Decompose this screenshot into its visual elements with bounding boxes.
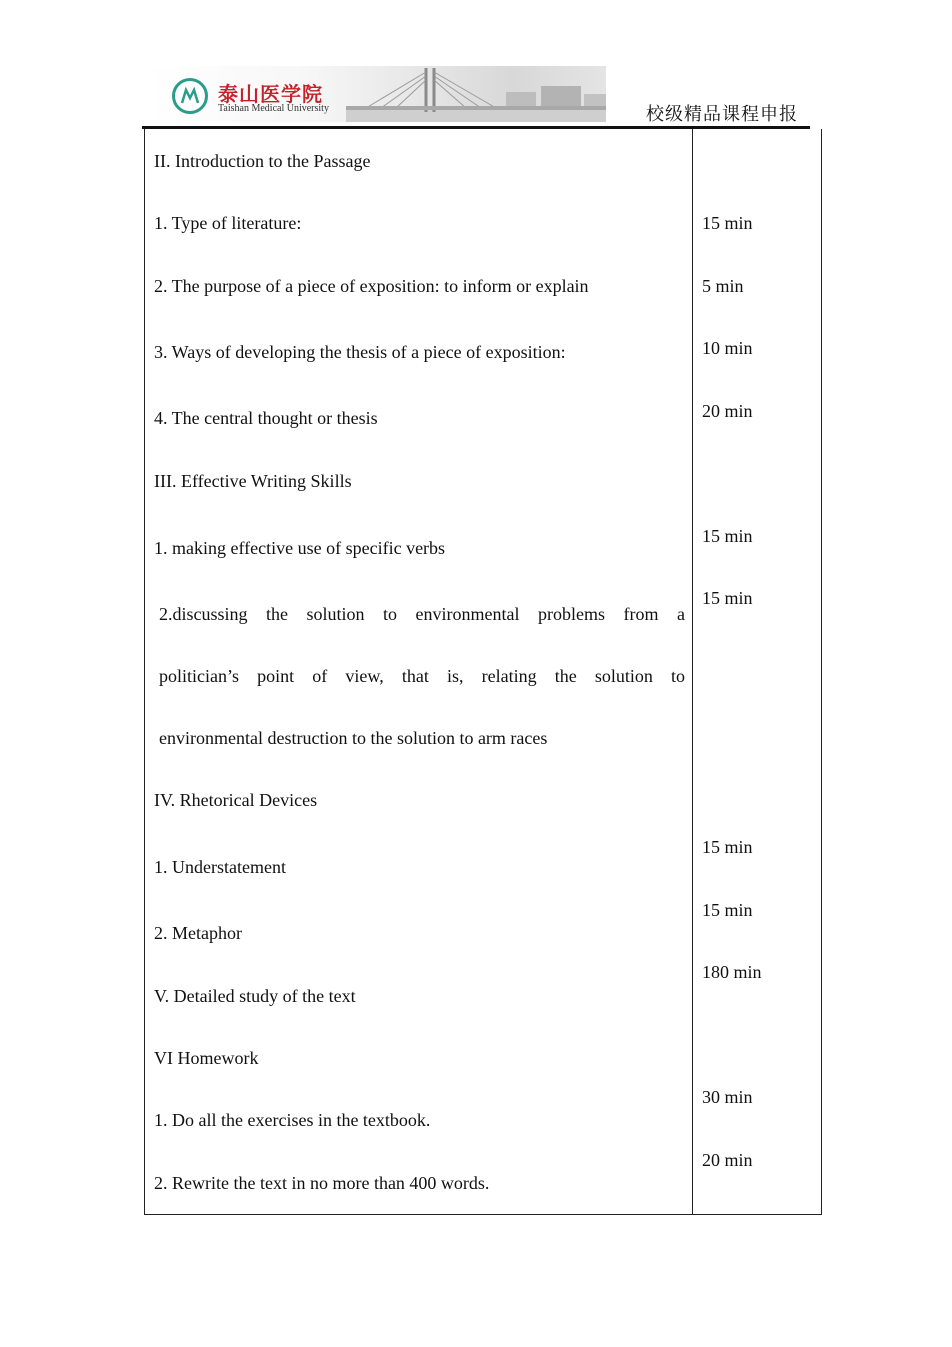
- lesson-plan-table: [144, 129, 822, 1215]
- list-item: 1. making effective use of specific verbs: [154, 538, 446, 558]
- section-heading: V. Detailed study of the text: [154, 986, 356, 1006]
- time-cell: 30 min: [702, 1087, 753, 1107]
- page-header-title: 校级精品课程申报: [646, 104, 798, 125]
- list-item: 3. Ways of developing the thesis of a piece of exposition:: [154, 342, 566, 362]
- list-item: 2. Rewrite the text in no more than 400 words.: [154, 1173, 490, 1193]
- section-heading: IV. Rhetorical Devices: [154, 790, 318, 810]
- university-emblem-icon: [172, 78, 208, 114]
- header-banner: [146, 66, 606, 122]
- list-item: 1. Understatement: [154, 857, 286, 877]
- section-heading: VI Homework: [154, 1048, 259, 1068]
- time-cell: 10 min: [702, 338, 753, 358]
- list-item-line: environmental destruction to the solution to arm races: [159, 728, 548, 748]
- time-cell: 5 min: [702, 276, 744, 296]
- section-heading: II. Introduction to the Passage: [154, 151, 371, 171]
- list-item-line: politician’s point of view, that is, relating the solution to: [159, 666, 685, 686]
- bridge-illustration: [346, 66, 606, 122]
- column-divider: [692, 129, 693, 1214]
- time-cell: 15 min: [702, 526, 753, 546]
- time-cell: 20 min: [702, 1150, 753, 1170]
- time-cell: 20 min: [702, 401, 753, 421]
- list-item: 4. The central thought or thesis: [154, 408, 378, 428]
- list-item: 1. Do all the exercises in the textbook.: [154, 1110, 431, 1130]
- time-cell: 15 min: [702, 837, 753, 857]
- list-item: 2. The purpose of a piece of exposition: to inform or explain: [154, 276, 589, 296]
- time-cell: 15 min: [702, 213, 753, 233]
- section-heading: III. Effective Writing Skills: [154, 471, 352, 491]
- logo-english-name: Taishan Medical University: [218, 103, 329, 114]
- list-item: 2. Metaphor: [154, 923, 242, 943]
- list-item-line: 2.discussing the solution to environmental problems from a: [159, 604, 685, 624]
- time-cell: 15 min: [702, 588, 753, 608]
- time-cell: 15 min: [702, 900, 753, 920]
- time-cell: 180 min: [702, 962, 762, 982]
- logo-chinese-name: 泰山医学院: [218, 82, 323, 106]
- list-item: 1. Type of literature:: [154, 213, 302, 233]
